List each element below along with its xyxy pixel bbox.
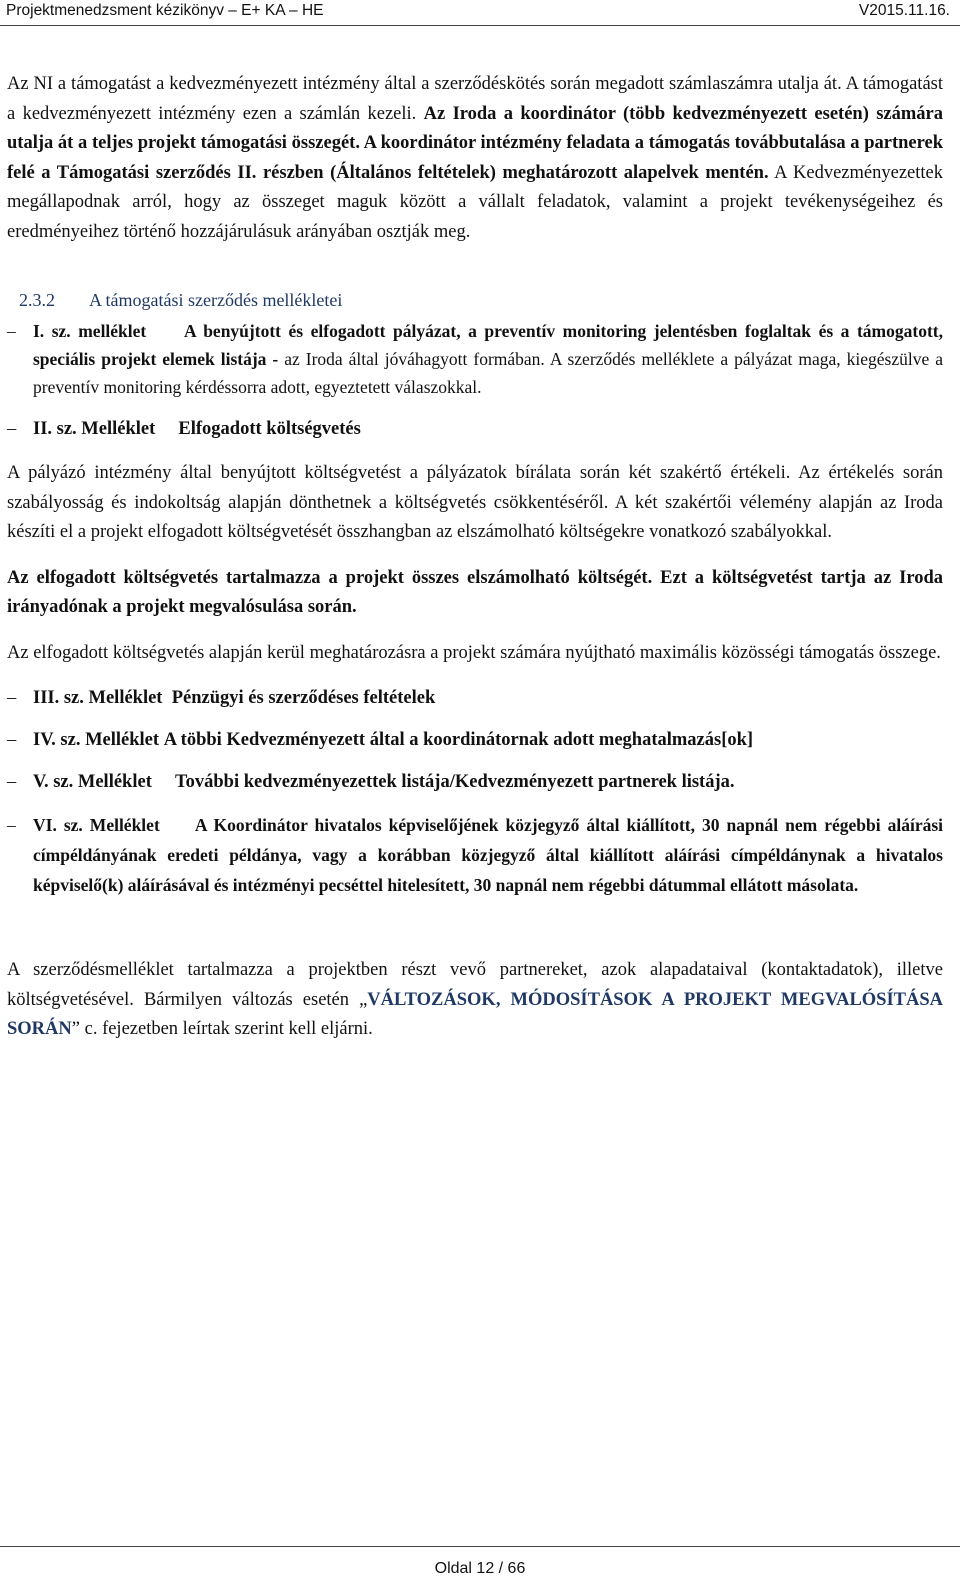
annex-label: III. sz. Melléklet (33, 688, 163, 708)
header-version: V2015.11.16. (858, 2, 950, 19)
annex-title: További kedvezményezettek listája/Kedvezményezett partnerek listája. (174, 772, 735, 792)
closing-text-end: ” c. fejezetben leírtak szerint kell eljárni. (71, 1019, 373, 1039)
closing-paragraph (7, 956, 943, 1045)
section-heading (7, 287, 943, 313)
document-body (7, 70, 943, 1045)
annex-title: Pénzügyi és szerződéses feltételek (171, 688, 436, 708)
budget-scope-paragraph: Az elfogadott költségvetés tartalmazza a projekt összes elszámolható költségét. Ezt a költségvetést tartja az Iroda irányadónak a projekt megvalósulása során. (7, 567, 943, 617)
annex-label: VI. sz. Melléklet (33, 815, 160, 835)
budget-maximum-paragraph: Az elfogadott költségvetés alapján kerül meghatározásra a projekt számára nyújtható maximális közösségi támogatás összege. (7, 642, 941, 663)
budget-evaluation-paragraph: A pályázó intézmény által benyújtott költségvetést a pályázatok bírálata során két szakértő értékeli. Az értékelés során szabályosság és indokoltság alapján dönthetnek a költségvetés csökkentéséről. A két szakértői vélemény alapján az Iroda készíti el a projekt elfogadott költségvetését összhangban az elszámolható költségekre vonatkozó szabályokkal. (7, 463, 943, 542)
annex-item-4 (7, 726, 943, 754)
annex-label: I. sz. melléklet (33, 321, 147, 341)
list-dash: – (7, 688, 17, 708)
annex-plain-text: az Iroda által jóváhagyott formában. A szerződés melléklete a pályázat maga, kiegészülve a preventív monitoring kérdéssorra adott, egyeztetett válaszokkal. (33, 349, 943, 397)
page-header (0, 0, 960, 30)
list-dash: – (7, 815, 16, 835)
list-dash: – (7, 772, 17, 792)
annex-item-6 (7, 810, 943, 900)
list-dash: – (7, 321, 16, 341)
section-number: 2.3.2 (19, 290, 55, 310)
section-title: A támogatási szerződés mellékletei (89, 290, 343, 310)
annex-title: A többi Kedvezményezett által a koordinátornak adott meghatalmazás[ok] (163, 730, 754, 750)
page-footer (0, 1546, 960, 1588)
intro-coordinator-text: Az Iroda a koordinátor (több kedvezményezett esetén) számára utalja át a teljes projekt támogatási összegét. A koordinátor intézmény feladata a támogatás továbbutalása a partnerek felé a Támogatási szerződés II. részben (Általános feltételek) meghatározott alapelvek mentén. (7, 103, 943, 183)
header-divider (0, 25, 960, 26)
closing-text-start: A szerződésmelléklet tartalmazza a projektben részt vevő partnereket, azok alapadataival (kontaktadatok), illetve költségvetésével. Bármilyen változás esetén „ (7, 960, 943, 1010)
intro-sentence-transfer: Az NI a támogatást a kedvezményezett intézmény által a szerződéskötés során megadott számlaszámra utalja át. A támogatást a kedvezményezett intézmény ezen a számlán kezeli. (7, 74, 943, 124)
page-number: Oldal 12 / 66 (434, 1560, 526, 1577)
list-dash: – (7, 419, 17, 439)
annex-label: V. sz. Melléklet (33, 772, 152, 792)
annex-item-5 (7, 768, 943, 796)
annex-label: IV. sz. Melléklet (33, 730, 160, 750)
intro-share-text: A Kedvezményezettek megállapodnak arról, hogy az összeget maguk között a vállalt feladatok, valamint a projekt tevékenységeihez és eredményeihez történő hozzájárulásuk arányában osztják meg. (7, 162, 943, 242)
annex-item-1 (7, 317, 943, 401)
annex-title: A Koordinátor hivatalos képviselőjének közjegyző által kiállított, 30 napnál nem régebbi aláírási címpéldányának eredeti példánya, vagy a korábban közjegyző által kiállított aláírási címpéldánynak a hivatalos képviselő(k) aláírásával és intézményi pecséttel hitelesített, 30 napnál nem régebbi dátummal ellátott másolata. (33, 815, 944, 895)
chapter-reference-link[interactable]: VÁLTOZÁSOK, MÓDOSÍTÁSOK A PROJEKT MEGVALÓSÍTÁSA SORÁN (7, 989, 944, 1039)
annex-title: Elfogadott költségvetés (178, 419, 361, 439)
footer-divider (0, 1546, 960, 1547)
intro-paragraph (7, 70, 943, 247)
annex-label: II. sz. Melléklet (33, 419, 156, 439)
annex-item-3 (7, 684, 943, 712)
annex-bold-text: A benyújtott és elfogadott pályázat, a preventív monitoring jelentésben foglaltak és a támogatott, speciális projekt elemek listája - (33, 321, 943, 369)
annex-item-2 (7, 415, 943, 443)
list-dash: – (7, 730, 17, 750)
header-document-title: Projektmenedzsment kézikönyv – E+ KA – HE (6, 2, 324, 19)
